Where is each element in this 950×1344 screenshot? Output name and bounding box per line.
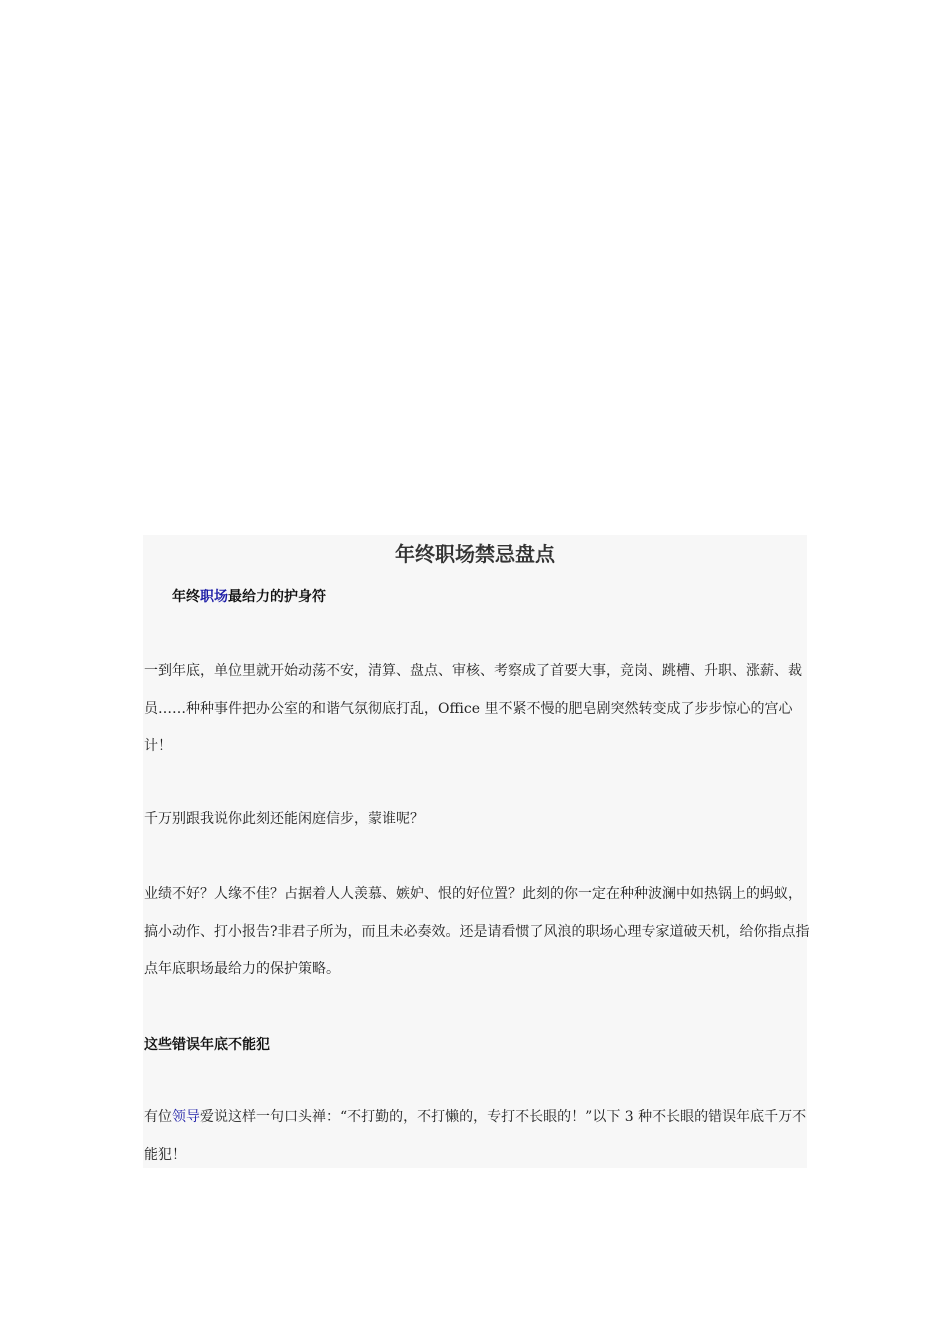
paragraph-leader-quote [144,1099,808,1174]
paragraph-intro: 一到年底，单位里就开始动荡不安，清算、盘点、审核、考察成了首要大事，竞岗、跳槽、升职、涨薪、裁员……种种事件把办公室的和谐气氛彻底打乱，Office 里不紧不慢的肥皂剧突然转变成了步步惊心的宫心计！ [144,663,802,754]
subtitle-link-zhichang[interactable]: 职场 [200,589,228,605]
subtitle-text-after: 最给力的护身符 [228,589,326,605]
paragraph-question: 千万别跟我说你此刻还能闲庭信步，蒙谁呢？ [144,811,424,827]
article-title: 年终职场禁忌盘点 [395,542,555,566]
article-block [143,535,810,1168]
quote-link-lingdao[interactable]: 领导 [172,1109,200,1125]
quote-text-before: 有位 [144,1109,172,1125]
article-subtitle [172,585,326,609]
subtitle-text-before: 年终 [172,589,200,605]
paragraph-situation: 业绩不好？人缘不佳？占据着人人羡慕、嫉妒、恨的好位置？此刻的你一定在种种波澜中如热锅上的蚂蚁，搞小动作、打小报告?非君子所为，而且未必奏效。还是请看惯了风浪的职场心理专家道破天机，给你指点指点年底职场最给力的保护策略。 [144,886,810,977]
section-heading: 这些错误年底不能犯 [144,1037,270,1053]
quote-text-after: 爱说这样一句口头禅：“不打勤的，不打懒的，专打不长眼的！”以下 3 种不长眼的错误年底千万不能犯！ [144,1109,807,1163]
